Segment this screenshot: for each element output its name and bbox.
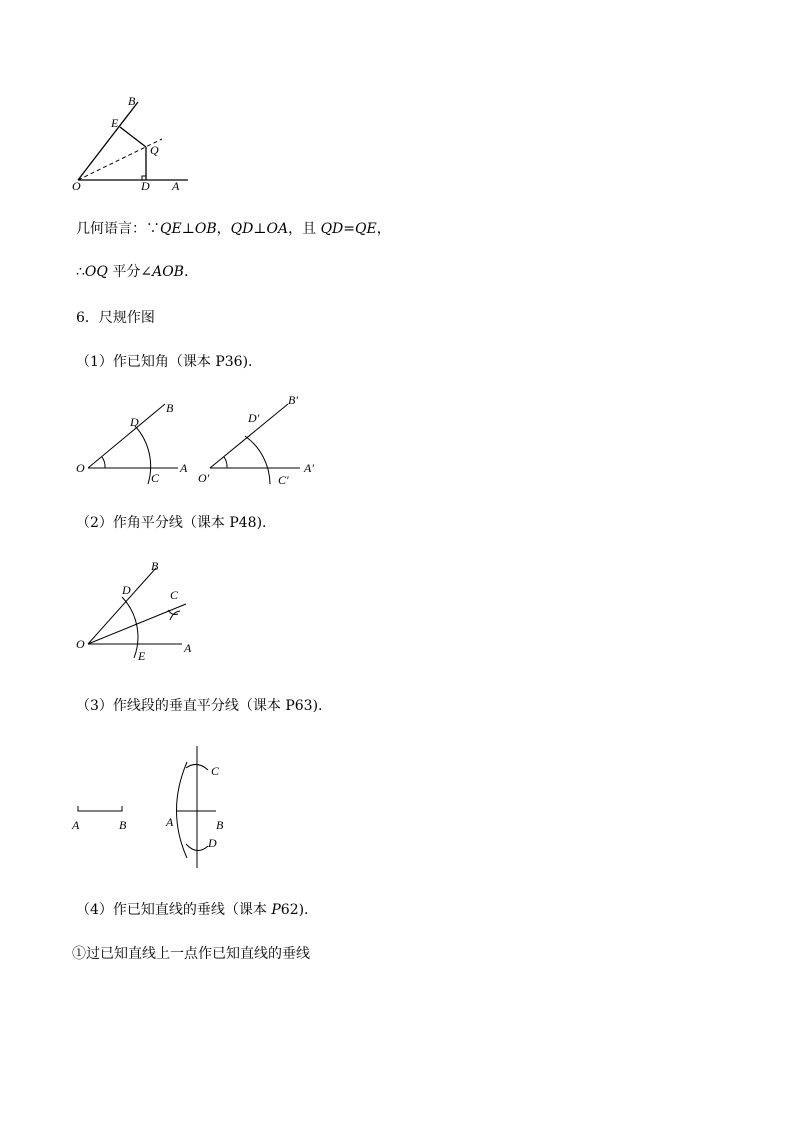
label-o: O (76, 637, 85, 651)
label-b-left: B (166, 401, 174, 415)
segment-ab (78, 806, 122, 811)
label-o: O (72, 179, 81, 193)
label-a-right: A′ (304, 461, 314, 475)
ray-ob (78, 102, 138, 180)
arc-small-left (102, 457, 105, 468)
item-2-label: （2）作角平分线（课本 P48). (76, 515, 267, 531)
label-d: D (141, 179, 150, 193)
label-segment-b: B (119, 818, 127, 832)
label-a: A (184, 641, 192, 655)
label-a-left: A (180, 461, 188, 475)
geometry-statement: 几何语言：∵QE⊥OB，QD⊥OA，且 QD=QE， (76, 221, 391, 237)
label-a: A (166, 815, 174, 829)
label-d: D (122, 583, 131, 597)
label-c-left: C (151, 471, 160, 485)
label-d-right: D′ (248, 411, 260, 425)
arc-small-right (224, 457, 227, 468)
label-o-left: O (76, 461, 85, 475)
label-segment-a: A (72, 818, 80, 832)
arc-de (122, 597, 138, 658)
arc-dc-left (135, 426, 151, 484)
label-b-right: B′ (288, 393, 298, 407)
label-d: D (208, 836, 217, 850)
angle-bisector-property-figure (60, 92, 200, 202)
item-3-label: （3）作线段的垂直平分线（课本 P63). (76, 698, 323, 714)
label-b: B (128, 94, 136, 108)
label-c: C (170, 588, 179, 602)
label-b: B (151, 559, 159, 573)
item-1-label: （1）作已知角（课本 P36). (76, 354, 253, 370)
item-4-label: （4）作已知直线的垂线（课本 P62). (76, 902, 309, 918)
perpendicular-bisector-figure (66, 740, 246, 875)
label-e: E (111, 116, 119, 130)
label-c: C (211, 764, 220, 778)
angle-bisector-figure (70, 560, 210, 670)
label-b: B (216, 818, 224, 832)
label-q: Q (150, 143, 159, 157)
label-o-right: O′ (198, 471, 210, 485)
label-a: A (172, 179, 180, 193)
arc-cross-2 (170, 611, 180, 620)
label-c-right: C′ (278, 473, 289, 487)
label-e: E (138, 649, 146, 663)
arc-dc-right (245, 436, 270, 484)
segment-qe (120, 127, 146, 147)
ray-ob (88, 568, 156, 644)
sub-item-1: ①过已知直线上一点作已知直线的垂线 (72, 946, 310, 962)
section-6-title: 6．尺规作图 (76, 310, 155, 326)
conclusion-statement: ∴OQ 平分∠AOB. (76, 264, 189, 280)
ray-ob-left (88, 404, 165, 468)
arc-from-b (177, 762, 188, 858)
label-d-left: D (130, 415, 139, 429)
copy-angle-figure (70, 392, 330, 492)
